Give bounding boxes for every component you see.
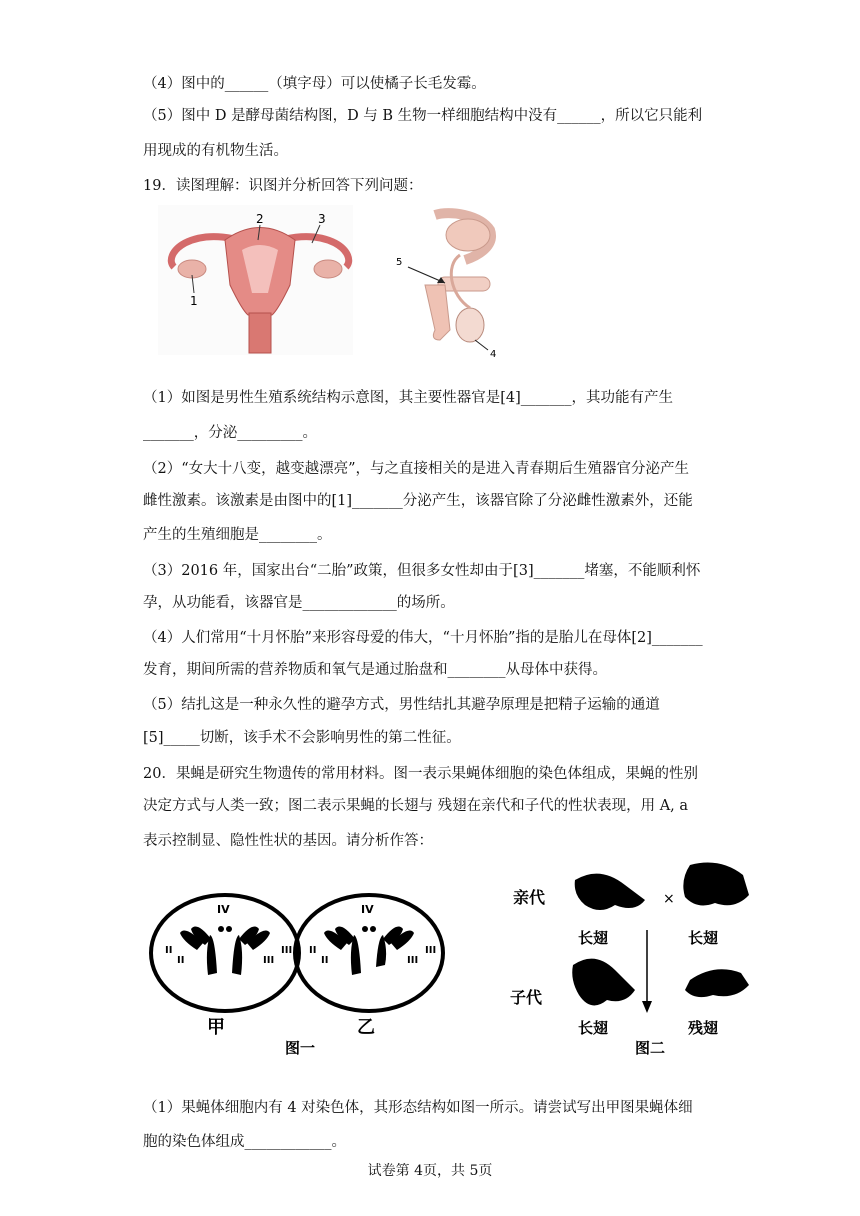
svg-text:II: II [321, 955, 329, 966]
fig1-caption: 图一 [285, 1039, 316, 1055]
q20-line3: 表示控制显、隐性性状的基因。请分析作答： [143, 833, 433, 849]
row-offspring: 子代 [510, 988, 543, 1007]
fruit-fly-figure [145, 855, 755, 1055]
label-jia: 甲 [207, 1017, 225, 1038]
cross-sign: × [663, 891, 675, 907]
fly-parent-2 [683, 863, 749, 906]
q19-5: （5）结扎这是一种永久性的避孕方式，男性结扎其避孕原理是把精子运输的通道 [143, 697, 660, 713]
q20-1: （1）果蝇体细胞内有 4 对染色体，其形态结构如图一所示。请尝试写出甲图果蝇体细 [143, 1100, 693, 1116]
q19-2-cont2: 产生的生殖细胞是________。 [143, 527, 332, 543]
q18-5: （5）图中 D 是酵母菌结构图，D 与 B 生物一样细胞结构中没有______，所以它只能利 [143, 108, 703, 124]
q20-line2: 决定方式与人类一致；图二表示果蝇的长翅与 残翅在亲代和子代的性状表现，用 A, a [143, 798, 689, 814]
svg-text:III: III [407, 955, 419, 966]
label-4: 4 [490, 349, 497, 360]
row-parent: 亲代 [513, 888, 546, 907]
q18-5-cont: 用现成的有机物生活。 [143, 143, 288, 159]
q19-3: （3）2016 年，国家出台“二胎”政策，但很多女性却由于[3]_______堵塞，不能顺利怀 [143, 563, 701, 579]
label-2: 2 [256, 212, 264, 226]
label-yi: 乙 [357, 1017, 375, 1038]
male-reproductive-diagram [396, 213, 496, 360]
label-5: 5 [396, 257, 403, 268]
cell-jia [151, 895, 299, 1011]
fly-offspring-1 [572, 959, 635, 1006]
reproductive-system-figure [150, 205, 520, 360]
trait-parent-1: 长翅 [578, 929, 609, 947]
trait-parent-2: 长翅 [688, 929, 719, 947]
q20-title: 20．果蝇是研究生物遗传的常用材料。图一表示果蝇体细胞的染色体组成，果蝇的性别 [143, 766, 698, 782]
svg-text:III: III [281, 945, 293, 956]
q18-4: （4）图中的______（填字母）可以使橘子长毛发霉。 [143, 76, 486, 92]
q19-2: （2）“女大十八变，越变越漂亮”，与之直接相关的是进入青春期后生殖器官分泌产生 [143, 461, 690, 477]
fig2-caption: 图二 [635, 1039, 666, 1055]
q20-1-cont: 胞的染色体组成____________。 [143, 1134, 346, 1150]
label-3: 3 [318, 212, 326, 226]
q19-4: （4）人们常用“十月怀胎”来形容母爱的伟大，“十月怀胎”指的是胎儿在母体[2]_______ [143, 630, 703, 646]
q19-5-cont: [5]_____切断，该手术不会影响男性的第二性征。 [143, 730, 461, 746]
fly-offspring-2 [685, 969, 749, 997]
q19-1: （1）如图是男性生殖系统结构示意图，其主要性器官是[4]_______，其功能有产生 [143, 390, 674, 406]
svg-text:II: II [177, 955, 185, 966]
fly-parent-1 [575, 874, 645, 910]
svg-text:III: III [263, 955, 275, 966]
q19-4-cont: 发育，期间所需的营养物质和氧气是通过胎盘和________从母体中获得。 [143, 662, 607, 678]
label-1: 1 [190, 294, 198, 308]
trait-offspring-1: 长翅 [578, 1019, 609, 1037]
svg-text:III: III [425, 945, 437, 956]
q19-2-cont: 雌性激素。该激素是由图中的[1]_______分泌产生，该器官除了分泌雌性激素外，还能 [143, 493, 693, 509]
svg-text:II: II [309, 945, 317, 956]
label-iv: IV [217, 903, 230, 916]
page-footer: 试卷第 4页，共 5页 [367, 1163, 493, 1179]
svg-text:II: II [165, 945, 173, 956]
q19-title: 19．读图理解：识图并分析回答下列问题： [143, 178, 423, 194]
female-reproductive-diagram [158, 205, 353, 355]
cell-yi [295, 895, 443, 1011]
svg-text:IV: IV [361, 903, 374, 916]
q19-3-cont: 孕，从功能看，该器官是_____________的场所。 [143, 595, 455, 611]
q19-1-cont: _______，分泌_________。 [143, 425, 317, 441]
trait-offspring-2: 残翅 [688, 1019, 719, 1037]
